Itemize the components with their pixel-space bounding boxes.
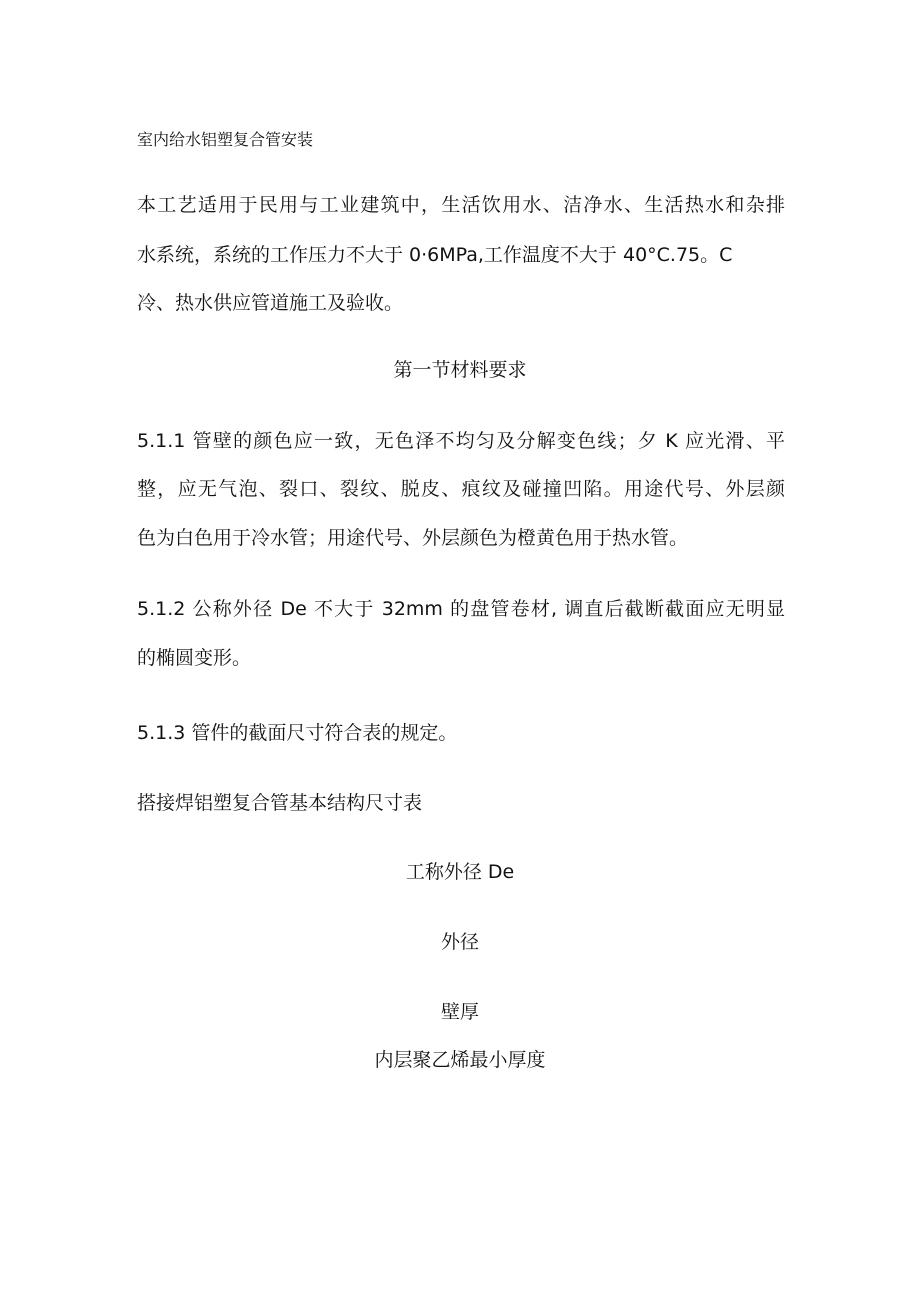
- intro-line-2: 水系统，系统的工作压力不大于 0·6MPa,工作温度不大于 40°C.75。C: [137, 244, 733, 266]
- intro-line-1: 本工艺适用于民用与工业建筑中，生活饮用水、洁净水、生活热水和杂排: [137, 194, 785, 216]
- document-title: 室内给水铝塑复合管安装: [137, 130, 314, 149]
- clause-5-1-2-line-1: 5.1.2 公称外径 De 不大于 32mm 的盘管卷材, 调直后截断截面应无明显: [137, 598, 785, 620]
- table-header-wall-thickness: 壁厚: [440, 1001, 479, 1023]
- table-caption: 搭接焊铝塑复合管基本结构尺寸表: [137, 792, 423, 814]
- table-header-inner-pe-thickness: 内层聚乙烯最小厚度: [374, 1049, 546, 1071]
- clause-5-1-2-line-2: 的椭圆变形。: [137, 647, 252, 669]
- clause-5-1-3: 5.1.3 管件的截面尺寸符合表的规定。: [137, 722, 458, 744]
- intro-line-3: 冷、热水供应管道施工及验收。: [137, 292, 404, 314]
- clause-5-1-1-line-3: 色为白色用于冷水管；用途代号、外层颜色为橙黄色用于热水管。: [137, 527, 689, 549]
- clause-5-1-1-line-1: 5.1.1 管壁的颜色应一致，无色泽不均匀及分解变色线；夕 K 应光滑、平: [137, 430, 785, 452]
- section-heading: 第一节材料要求: [393, 359, 527, 381]
- clause-5-1-1-line-2: 整，应无气泡、裂口、裂纹、脱皮、痕纹及碰撞凹陷。用途代号、外层颜: [137, 478, 785, 500]
- table-header-nominal-diameter: 工称外径 De: [405, 861, 515, 883]
- table-header-outer-diameter: 外径: [440, 931, 479, 953]
